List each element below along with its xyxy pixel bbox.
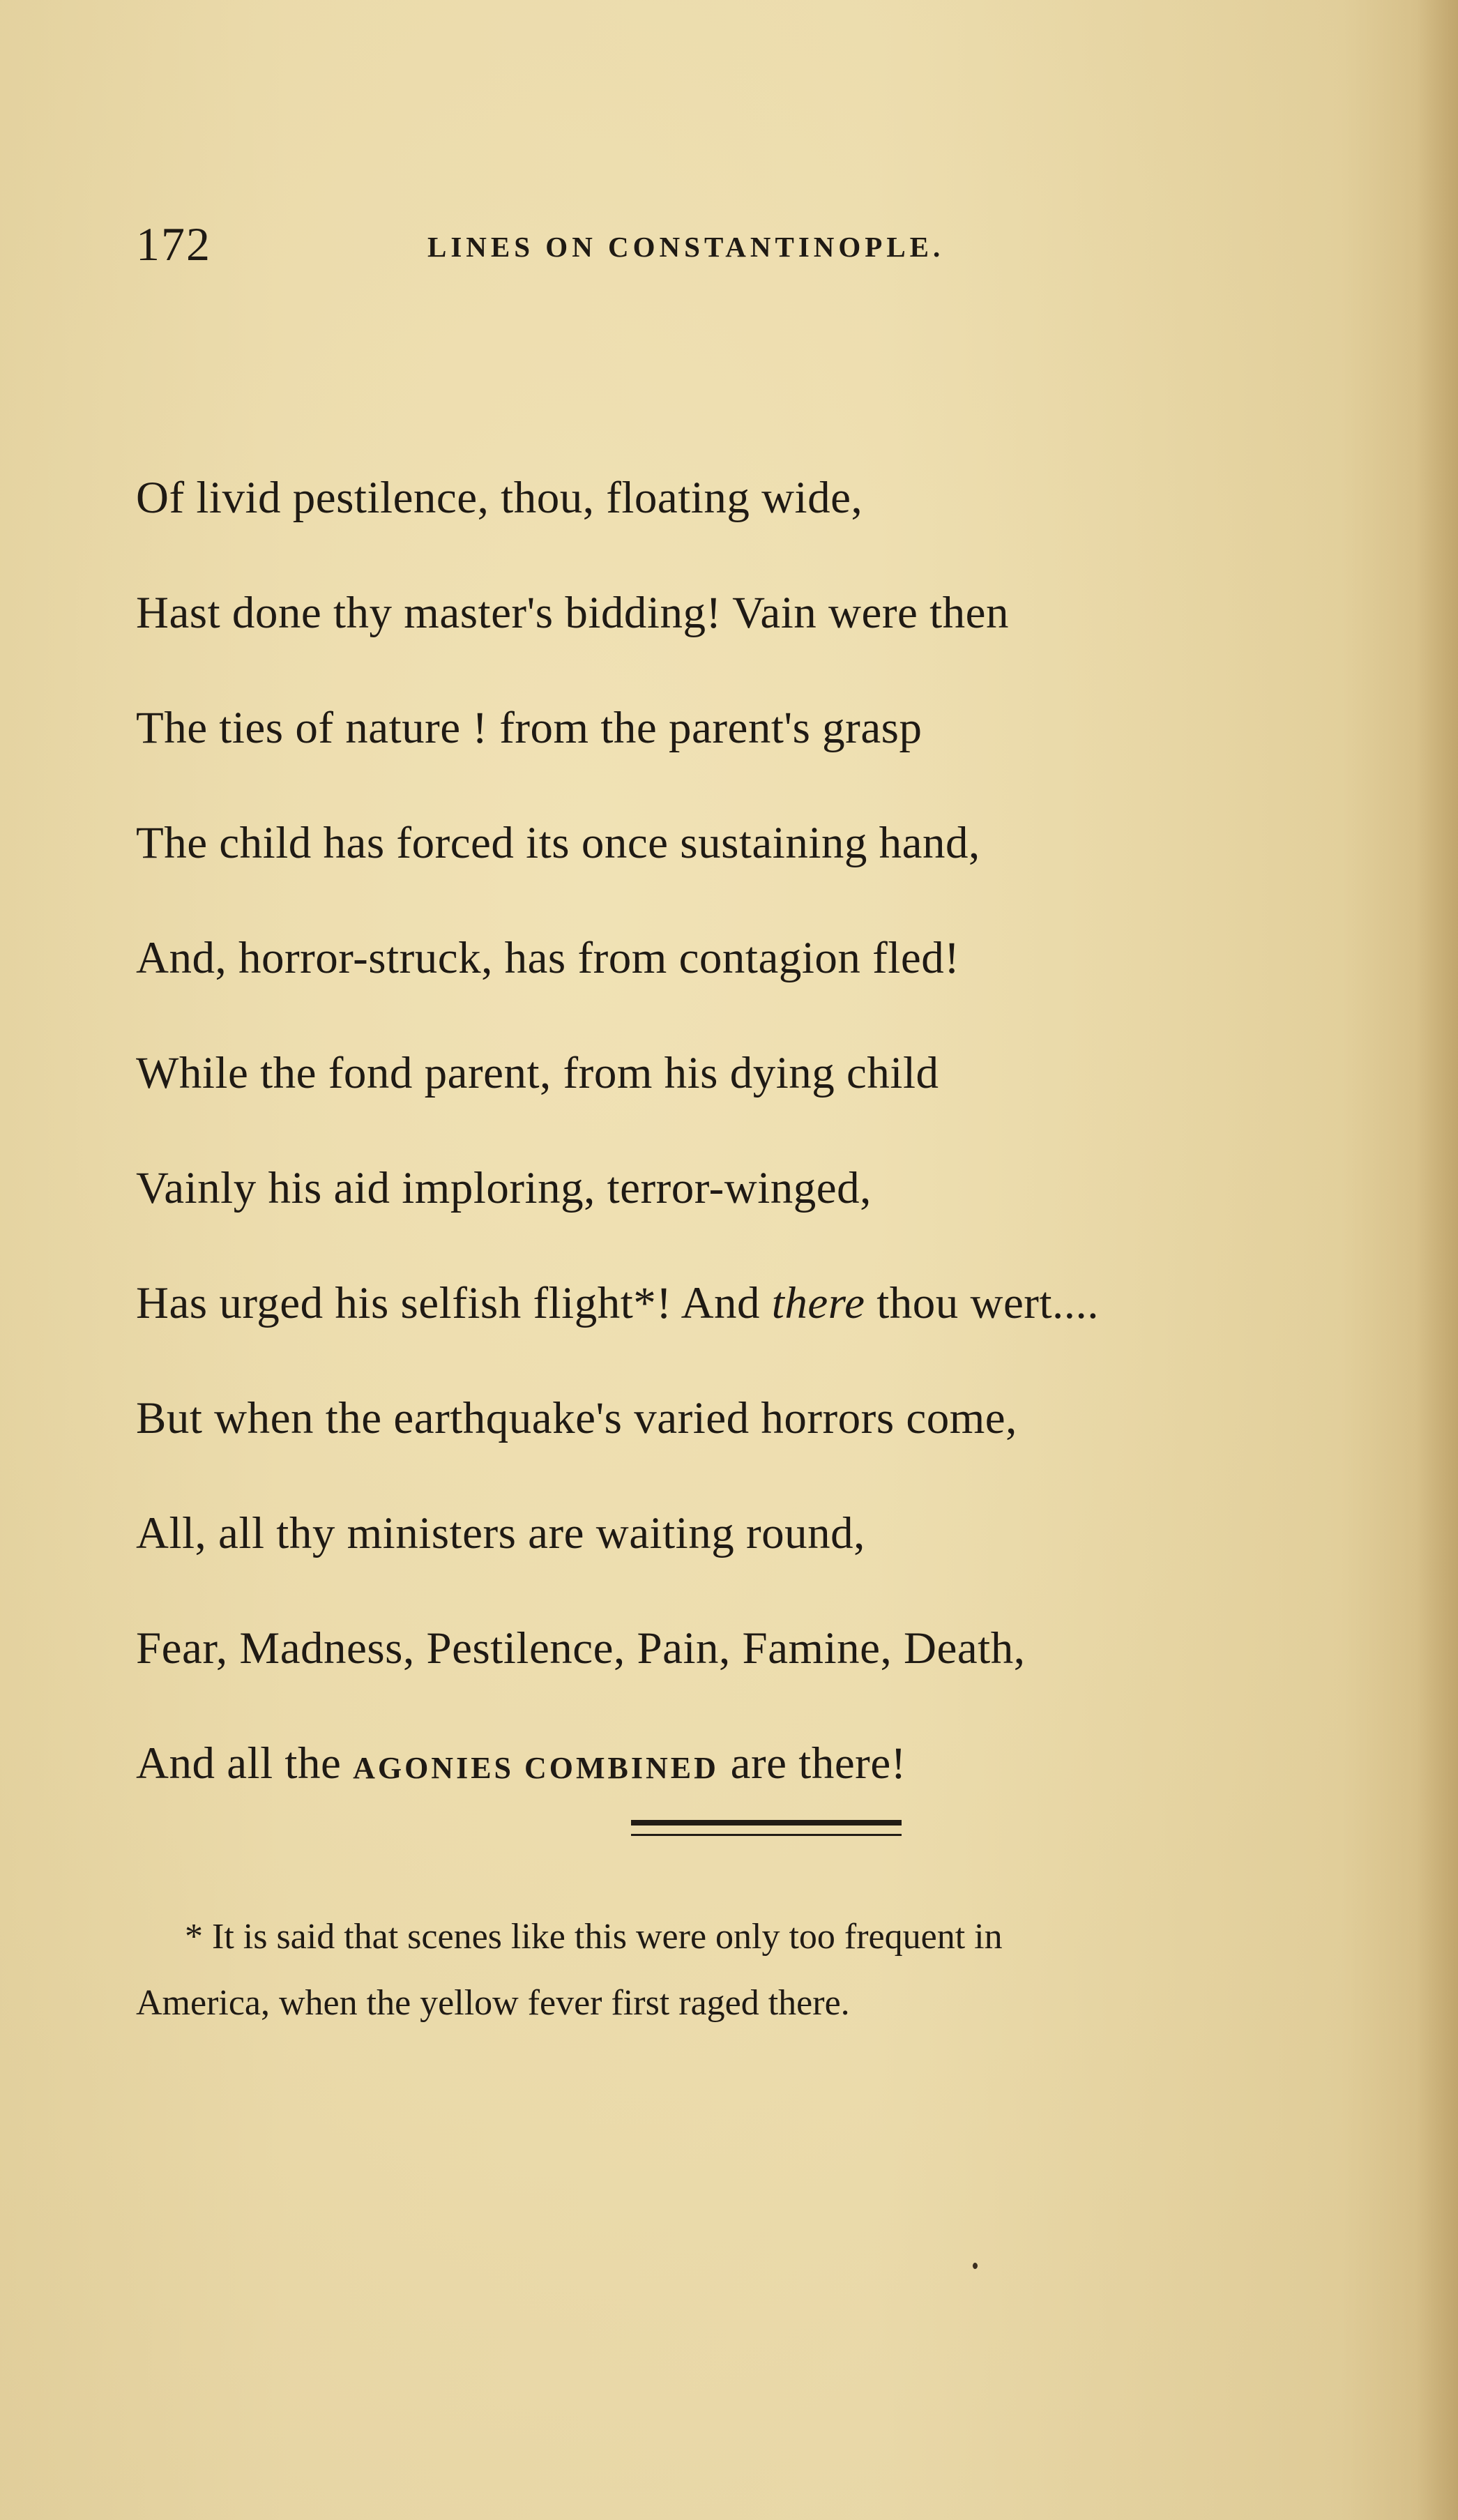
poem-line: But when the earthquake's varied horrors come, [136, 1393, 1017, 1443]
poem-line: And, horror-struck, has from contagion fled! [136, 933, 960, 983]
footnote-line: * It is said that scenes like this were only too frequent in [185, 1917, 1003, 1957]
poem-line: Fear, Madness, Pestilence, Pain, Famine, Death, [136, 1623, 1026, 1673]
poem-line: The ties of nature ! from the parent's grasp [136, 703, 922, 753]
poem-line: All, all thy ministers are waiting round, [136, 1508, 865, 1558]
poem-line: Hast done thy master's bidding! Vain were then [136, 588, 1010, 638]
section-divider [631, 1820, 902, 1836]
poem-small-caps: AGONIES COMBINED [353, 1751, 719, 1785]
page-edge-shadow [1416, 0, 1458, 2520]
running-title: LINES ON CONSTANTINOPLE. [427, 231, 945, 263]
divider-thin-rule [631, 1834, 902, 1836]
poem-line-text: are there! [718, 1738, 906, 1789]
poem-line [136, 1246, 1405, 1361]
page-header [136, 218, 1112, 271]
footnote-line: America, when the yellow fever first raged there. [136, 1983, 850, 2023]
poem-line: Vainly his aid imploring, terror-winged, [136, 1163, 872, 1213]
poem-line: Of livid pestilence, thou, floating wide, [136, 473, 863, 523]
poem-text [136, 441, 1405, 1821]
footnote [136, 1904, 1412, 2036]
page-number: 172 [136, 218, 211, 271]
poem-line [136, 1706, 1405, 1821]
poem-line-text: And all the [136, 1738, 354, 1789]
poem-line-text: thou wert.... [865, 1278, 1100, 1328]
poem-line: The child has forced its once sustaining hand, [136, 818, 980, 868]
poem-italic-word: there [771, 1278, 865, 1328]
paper-speck [973, 2263, 978, 2269]
poem-line: While the fond parent, from his dying child [136, 1048, 939, 1098]
divider-thick-rule [631, 1820, 902, 1826]
poem-line-text: Has urged his selfish flight*! And [136, 1278, 772, 1328]
